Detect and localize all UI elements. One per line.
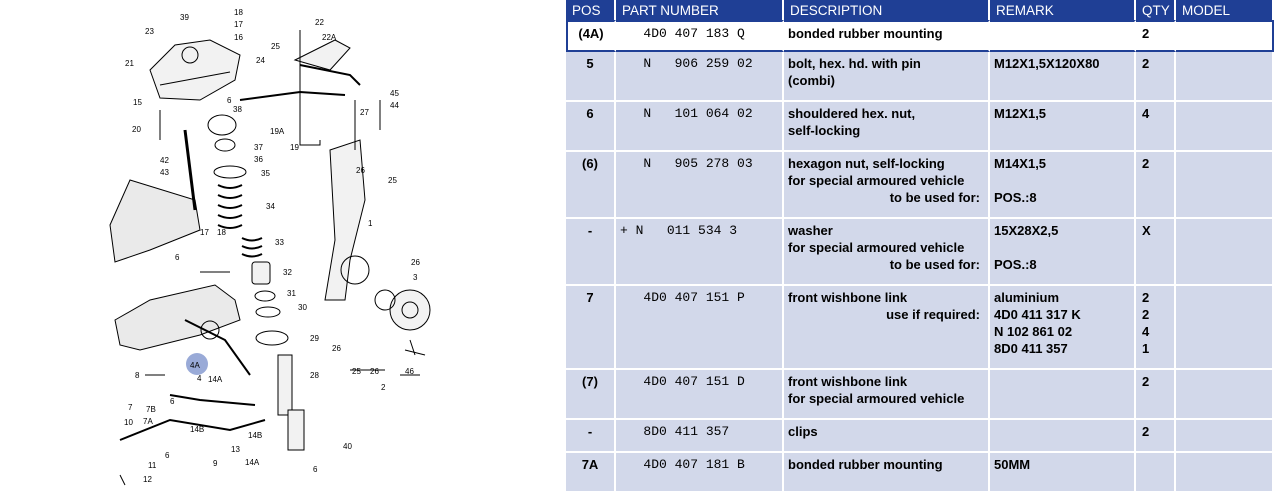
cell-qty: X <box>1136 219 1176 286</box>
cell-remark: M14X1,5 POS.:8 <box>990 152 1136 219</box>
cell-pos: - <box>566 219 616 286</box>
svg-text:28: 28 <box>310 371 319 380</box>
cell-model <box>1176 286 1274 370</box>
svg-text:17: 17 <box>234 20 243 29</box>
svg-text:16: 16 <box>234 33 243 42</box>
cell-remark <box>990 370 1136 420</box>
svg-text:22A: 22A <box>322 33 337 42</box>
svg-text:25: 25 <box>271 42 280 51</box>
cell-remark: 15X28X2,5 POS.:8 <box>990 219 1136 286</box>
header-pos[interactable]: POS <box>566 0 616 20</box>
cell-pos: 5 <box>566 52 616 102</box>
svg-text:26: 26 <box>356 166 365 175</box>
svg-text:45: 45 <box>390 89 399 98</box>
cell-part-number: + N 011 534 3 <box>616 219 784 286</box>
svg-text:6: 6 <box>175 253 180 262</box>
cell-pos: 7 <box>566 286 616 370</box>
cell-part-number: 4D0 407 183 Q <box>616 20 784 52</box>
svg-text:8: 8 <box>135 371 140 380</box>
cell-description: hexagon nut, self-locking for special armoured vehicle to be used for: <box>784 152 990 219</box>
table-header-row <box>566 0 1274 20</box>
cell-remark: M12X1,5 <box>990 102 1136 152</box>
cell-description: bonded rubber mounting <box>784 20 990 52</box>
table-row[interactable] <box>566 286 1274 370</box>
header-model[interactable]: MODEL <box>1176 0 1274 20</box>
cell-model <box>1176 20 1274 52</box>
cell-part-number: 4D0 407 181 B <box>616 453 784 493</box>
cell-model <box>1176 370 1274 420</box>
svg-text:14A: 14A <box>208 375 223 384</box>
svg-text:25: 25 <box>388 176 397 185</box>
cell-description: front wishbone link for special armoured vehicle <box>784 370 990 420</box>
svg-text:1: 1 <box>368 219 373 228</box>
svg-text:36: 36 <box>254 155 263 164</box>
cell-qty: 4 <box>1136 102 1176 152</box>
cell-description: washer for special armoured vehicle to be used for: <box>784 219 990 286</box>
svg-text:7: 7 <box>128 403 133 412</box>
cell-part-number: N 906 259 02 <box>616 52 784 102</box>
suspension-exploded-diagram <box>0 0 566 493</box>
svg-text:7B: 7B <box>146 405 156 414</box>
cell-description: shouldered hex. nut, self-locking <box>784 102 990 152</box>
table-row-selected[interactable] <box>566 20 1274 52</box>
svg-text:39: 39 <box>180 13 189 22</box>
header-remark[interactable]: REMARK <box>990 0 1136 20</box>
cell-description: front wishbone link use if required: <box>784 286 990 370</box>
svg-text:34: 34 <box>266 202 275 211</box>
cell-qty: 2 <box>1136 52 1176 102</box>
svg-text:31: 31 <box>287 289 296 298</box>
svg-text:26: 26 <box>411 258 420 267</box>
cell-remark: 50MM <box>990 453 1136 493</box>
cell-description: clips <box>784 420 990 453</box>
cell-pos: (7) <box>566 370 616 420</box>
cell-qty: 2 2 4 1 <box>1136 286 1176 370</box>
svg-text:6: 6 <box>170 397 175 406</box>
svg-text:6: 6 <box>313 465 318 474</box>
cell-description: bonded rubber mounting <box>784 453 990 493</box>
table-row[interactable] <box>566 52 1274 102</box>
cell-qty <box>1136 453 1176 493</box>
cell-model <box>1176 420 1274 453</box>
svg-text:2: 2 <box>381 383 386 392</box>
svg-text:4: 4 <box>197 374 202 383</box>
cell-part-number: 4D0 407 151 D <box>616 370 784 420</box>
svg-text:32: 32 <box>283 268 292 277</box>
header-qty[interactable]: QTY <box>1136 0 1176 20</box>
svg-text:6: 6 <box>165 451 170 460</box>
svg-text:42: 42 <box>160 156 169 165</box>
cell-part-number: 8D0 411 357 <box>616 420 784 453</box>
svg-text:19: 19 <box>290 143 299 152</box>
cell-pos: (4A) <box>566 20 616 52</box>
svg-text:18: 18 <box>217 228 226 237</box>
header-part-number[interactable]: PART NUMBER <box>616 0 784 20</box>
svg-text:37: 37 <box>254 143 263 152</box>
svg-text:35: 35 <box>261 169 270 178</box>
svg-text:30: 30 <box>298 303 307 312</box>
svg-text:15: 15 <box>133 98 142 107</box>
svg-text:14A: 14A <box>245 458 260 467</box>
svg-text:26: 26 <box>370 367 379 376</box>
svg-text:43: 43 <box>160 168 169 177</box>
svg-text:4A: 4A <box>190 361 200 370</box>
svg-text:22: 22 <box>315 18 324 27</box>
exploded-diagram-panel <box>0 0 566 493</box>
cell-part-number: N 101 064 02 <box>616 102 784 152</box>
svg-text:24: 24 <box>256 56 265 65</box>
cell-part-number: N 905 278 03 <box>616 152 784 219</box>
svg-text:20: 20 <box>132 125 141 134</box>
table-row[interactable] <box>566 370 1274 420</box>
svg-text:40: 40 <box>343 442 352 451</box>
svg-text:14B: 14B <box>190 425 205 434</box>
svg-text:11: 11 <box>148 461 157 470</box>
cell-model <box>1176 219 1274 286</box>
svg-text:14B: 14B <box>248 431 263 440</box>
table-row[interactable] <box>566 102 1274 152</box>
cell-model <box>1176 152 1274 219</box>
cell-qty: 2 <box>1136 20 1176 52</box>
svg-text:6: 6 <box>227 96 232 105</box>
svg-text:17: 17 <box>200 228 209 237</box>
cell-model <box>1176 52 1274 102</box>
parts-table <box>566 0 1274 493</box>
svg-text:27: 27 <box>360 108 369 117</box>
svg-text:23: 23 <box>145 27 154 36</box>
svg-text:25: 25 <box>352 367 361 376</box>
cell-qty: 2 <box>1136 420 1176 453</box>
header-description[interactable]: DESCRIPTION <box>784 0 990 20</box>
svg-text:9: 9 <box>213 459 218 468</box>
svg-text:10: 10 <box>124 418 133 427</box>
cell-model <box>1176 102 1274 152</box>
cell-remark <box>990 420 1136 453</box>
cell-pos: 7A <box>566 453 616 493</box>
svg-text:21: 21 <box>125 59 134 68</box>
svg-text:38: 38 <box>233 105 242 114</box>
parts-table-panel <box>566 0 1274 493</box>
table-row[interactable] <box>566 219 1274 286</box>
cell-part-number: 4D0 407 151 P <box>616 286 784 370</box>
svg-text:29: 29 <box>310 334 319 343</box>
svg-text:46: 46 <box>405 367 414 376</box>
cell-qty: 2 <box>1136 152 1176 219</box>
svg-text:19A: 19A <box>270 127 285 136</box>
svg-text:3: 3 <box>413 273 418 282</box>
svg-text:7A: 7A <box>143 417 153 426</box>
svg-text:12: 12 <box>143 475 152 484</box>
cell-remark <box>990 20 1136 52</box>
table-row[interactable] <box>566 420 1274 453</box>
cell-pos: (6) <box>566 152 616 219</box>
svg-text:26: 26 <box>332 344 341 353</box>
cell-pos: 6 <box>566 102 616 152</box>
cell-qty: 2 <box>1136 370 1176 420</box>
cell-description: bolt, hex. hd. with pin (combi) <box>784 52 990 102</box>
svg-text:18: 18 <box>234 8 243 17</box>
table-row[interactable] <box>566 453 1274 493</box>
svg-text:13: 13 <box>231 445 240 454</box>
cell-pos: - <box>566 420 616 453</box>
cell-remark: aluminium 4D0 411 317 K N 102 861 02 8D0 411 357 <box>990 286 1136 370</box>
cell-remark: M12X1,5X120X80 <box>990 52 1136 102</box>
cell-model <box>1176 453 1274 493</box>
table-row[interactable] <box>566 152 1274 219</box>
svg-text:44: 44 <box>390 101 399 110</box>
svg-text:33: 33 <box>275 238 284 247</box>
